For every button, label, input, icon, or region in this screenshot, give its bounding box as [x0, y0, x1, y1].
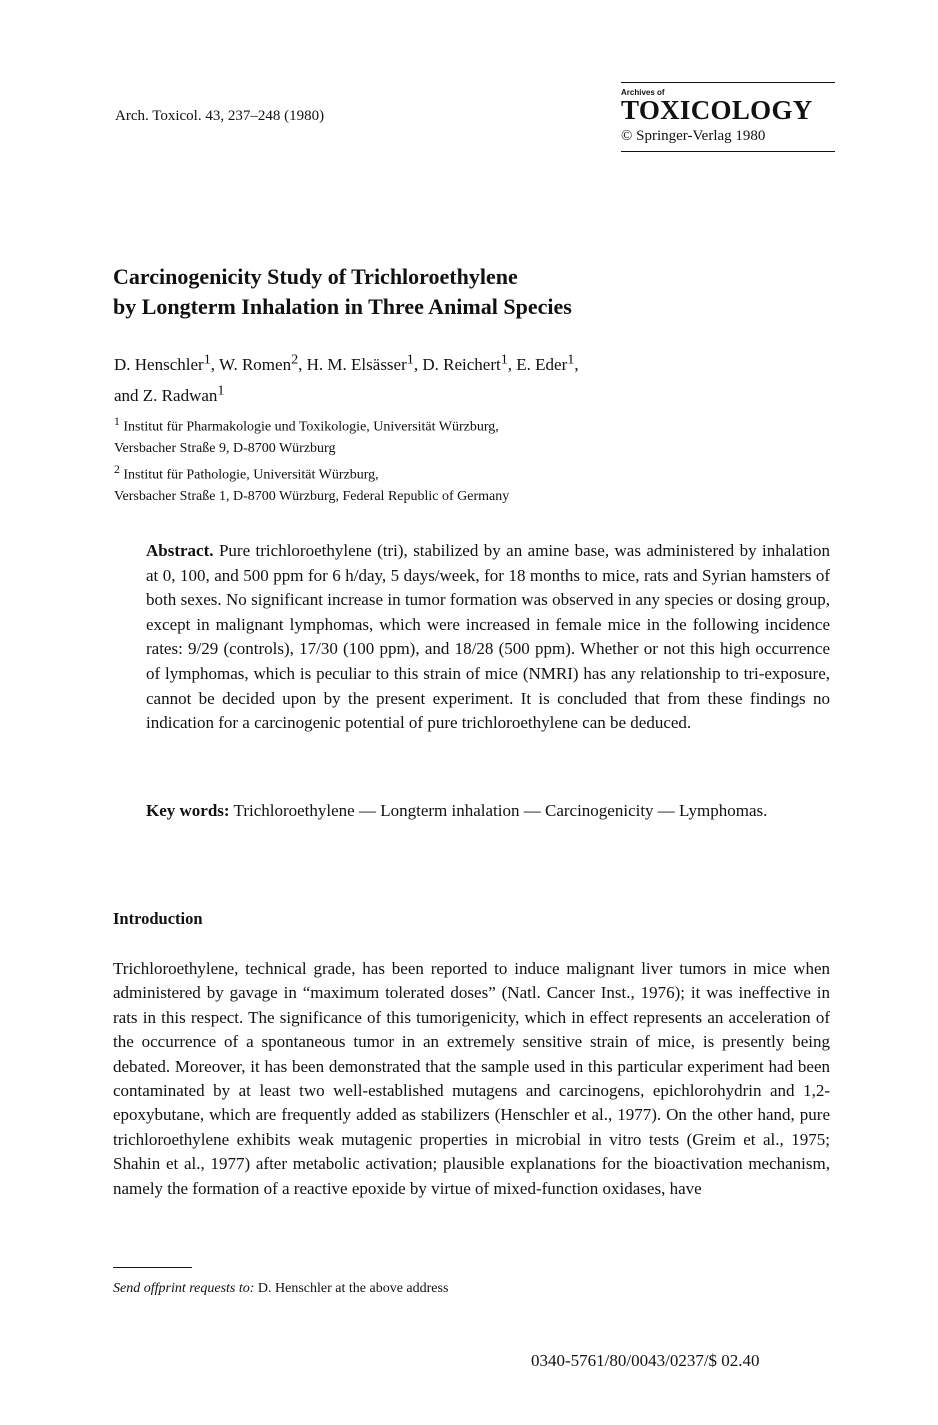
author: W. Romen$^2$, [218, 351, 307, 374]
journal-copyright: © Springer-Verlag 1980 [621, 128, 766, 144]
footnote-label: Send offprint requests to: [113, 1281, 255, 1296]
masthead-bottom-rule [621, 151, 835, 152]
abstract-label: Abstract. [146, 541, 214, 560]
affiliation-2: $^2$ Institut für Pathologie, Universität Würzburg, [114, 463, 379, 483]
affiliation-1: $^1$ Institut für Pharmakologie und Toxikologie, Universität Würzburg, [114, 415, 499, 435]
section-heading-introduction: Introduction [113, 909, 203, 928]
keywords [146, 799, 830, 824]
masthead-top-rule [621, 82, 835, 83]
journal-archives-label: Archives of [621, 88, 665, 97]
journal-citation: Arch. Toxicol. 43, 237–248 (1980) [115, 108, 325, 124]
footnote [113, 1281, 448, 1297]
keywords-label: Key words: [146, 801, 230, 820]
author: H. M. Elsässer$^1$, [306, 351, 423, 374]
abstract [146, 539, 830, 736]
journal-masthead [621, 82, 835, 152]
article-code: 0340-5761/80/0043/0237/$ 02.40 [531, 1351, 760, 1370]
affiliation-1-address: Versbacher Straße 9, D-8700 Würzburg [114, 440, 336, 456]
abstract-text: Pure trichloroethylene (tri), stabilized by an amine base, was administered by inhalation at 0, 100, and 500 ppm for 6 h/day, 5 days/week, for 18 months to mice, rats and Syrian hamsters of both sexes. No significant increase in tumor formation was observed in any species or dosing group, except in malignant lymphomas, which were increased in female mice in the following incidence rates: 9/29 (controls), 17/30 (100 ppm), and 18/28 (500 ppm). Whether or not this high occurrence of lymphomas, which is peculiar to this strain of mice (NMRI) has any relationship to tri-exposure, cannot be decided upon by the present experiment. It is concluded that from these findings no indication for a carcinogenic potential of pure trichloroethylene can be deduced. [146, 541, 831, 733]
footnote-rule [113, 1267, 192, 1268]
footnote-text: D. Henschler at the above address [257, 1281, 449, 1296]
author: and Z. Radwan$^1$ [114, 382, 225, 406]
keywords-text: Trichloroethylene — Longterm inhalation — Carcinogenicity — Lymphomas. [233, 801, 768, 820]
author-list [114, 346, 814, 409]
article-title [113, 262, 572, 322]
author: D. Henschler$^1$, [114, 351, 219, 374]
affiliations [114, 411, 814, 507]
author: E. Eder$^1$, [516, 351, 579, 374]
introduction-text: Trichloroethylene, technical grade, has been reported to induce malignant liver tumors in mice when administered by gavage in “maximum tolerated doses” (Natl. Cancer Inst., 1976); it was ineffective in rats in this respect. The significance of this tumorigenicity, which in effect represents an acceleration of the occurrence of a spontaneous tumor in an extremely sensitive strain of mice, is presently being debated. Moreover, it has been demonstrated that the sample used in this particular experiment had been contaminated by at least two well-established mutagens and carcinogens, epichlorohydrin and 1,2-epoxybutane, which are frequently added as stabilizers (Henschler et al., 1977). On the other hand, pure trichloroethylene exhibits weak mutagenic properties in microbial in vitro tests (Greim et al., 1975; Shahin et al., 1977) after metabolic activation; plausible explanations for the bioactivation mechanism, namely the formation of a reactive epoxide by virtue of mixed-function oxidases, have [113, 959, 830, 1198]
affiliation-2-address: Versbacher Straße 1, D-8700 Würzburg, Federal Republic of Germany [114, 488, 510, 504]
title-line-2: by Longterm Inhalation in Three Animal Species [113, 294, 572, 319]
journal-name: TOXICOLOGY [621, 95, 813, 125]
author: D. Reichert$^1$, [422, 351, 517, 374]
title-line-1: Carcinogenicity Study of Trichloroethylene [113, 264, 518, 289]
